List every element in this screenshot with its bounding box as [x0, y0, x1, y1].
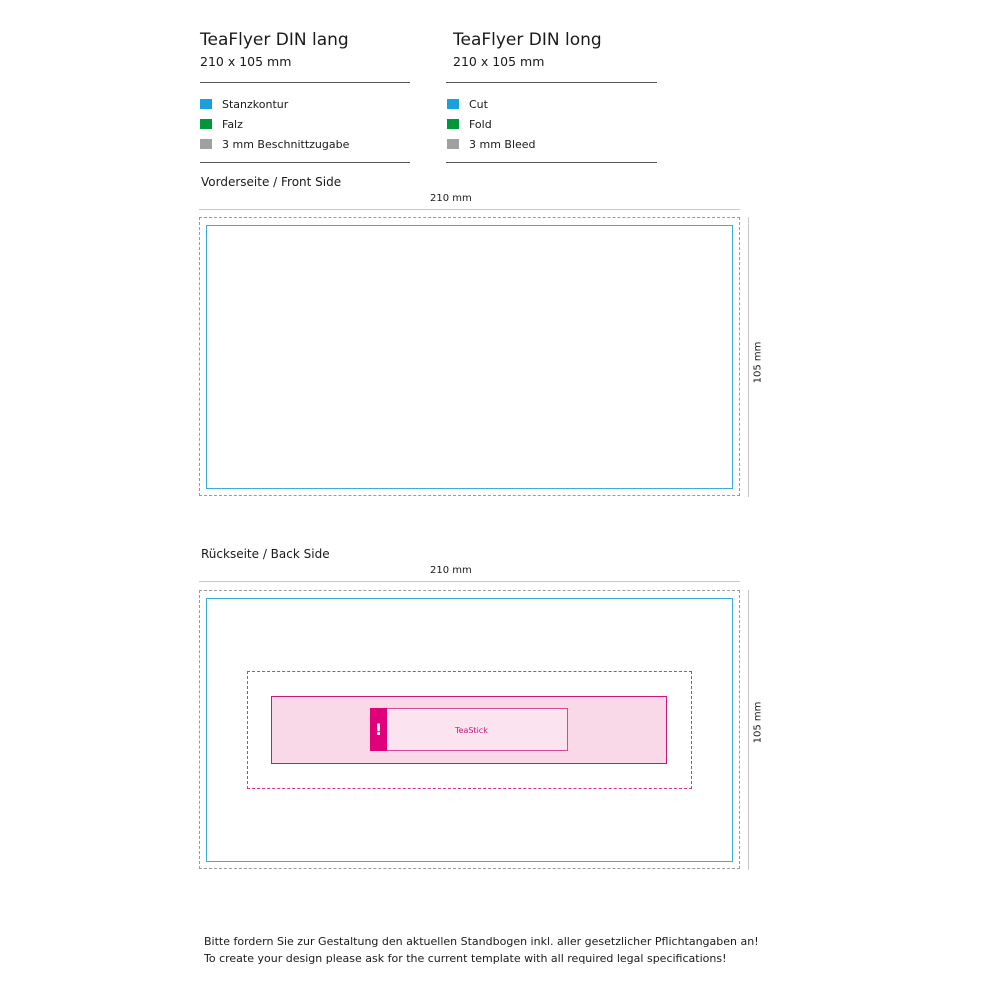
warning-icon: !	[370, 708, 387, 751]
fold-swatch-icon	[447, 119, 459, 129]
bleed-swatch-icon	[200, 139, 212, 149]
legend-label: Cut	[469, 97, 488, 111]
legend-item-cut	[447, 97, 488, 111]
legend-label: 3 mm Bleed	[469, 137, 536, 151]
back-width-label: 210 mm	[430, 565, 472, 576]
legend-item-bleed	[447, 137, 536, 151]
front-height-dimension-line	[748, 217, 749, 497]
cut-swatch-icon	[200, 99, 212, 109]
title-en: TeaFlyer DIN long	[453, 30, 602, 50]
legend-item-falz	[200, 117, 243, 131]
divider-en-top	[446, 82, 657, 83]
teastick-label: TeaStick	[455, 726, 488, 735]
divider-en-bottom	[446, 162, 657, 163]
fold-swatch-icon	[200, 119, 212, 129]
front-width-label: 210 mm	[430, 193, 472, 204]
back-height-label: 105 mm	[752, 701, 764, 744]
legend-item-beschnitt	[200, 137, 349, 151]
size-de: 210 x 105 mm	[200, 54, 292, 69]
front-cut-outline	[206, 225, 733, 489]
legend-item-fold	[447, 117, 492, 131]
back-side-title: Rückseite / Back Side	[201, 547, 330, 561]
bleed-swatch-icon	[447, 139, 459, 149]
divider-de-bottom	[200, 162, 410, 163]
size-en: 210 x 105 mm	[453, 54, 545, 69]
legend-label: Stanzkontur	[222, 97, 289, 111]
legend-label: Fold	[469, 117, 492, 131]
title-de: TeaFlyer DIN lang	[200, 30, 349, 50]
legend-item-stanzkontur	[200, 97, 288, 111]
legend-label: 3 mm Beschnittzugabe	[222, 137, 350, 151]
front-side-title: Vorderseite / Front Side	[201, 175, 342, 189]
front-width-dimension-line	[199, 209, 740, 210]
back-width-dimension-line	[199, 581, 740, 582]
cut-swatch-icon	[447, 99, 459, 109]
legend-label: Falz	[222, 117, 243, 131]
front-height-label: 105 mm	[752, 341, 764, 384]
footer-note-en: To create your design please ask for the current template with all required legal specifications!	[204, 952, 727, 965]
back-height-dimension-line	[748, 590, 749, 870]
footer-note-de: Bitte fordern Sie zur Gestaltung den aktuellen Standbogen inkl. aller gesetzlicher Pflichtangaben an!	[204, 935, 759, 948]
divider-de-top	[200, 82, 410, 83]
